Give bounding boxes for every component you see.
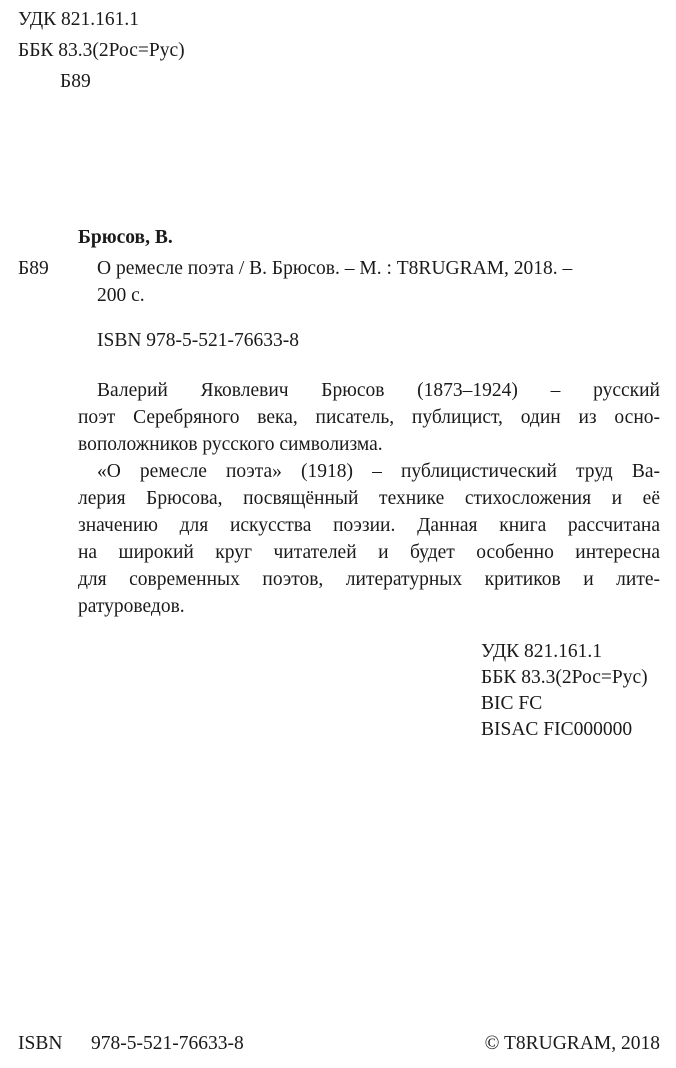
class-udk: УДК 821.161.1 — [481, 641, 603, 662]
annotation-line: «О ремесле поэта» (1918) – публицистический труд Ва- — [97, 461, 660, 482]
annotation-line: воположников русского символизма. — [78, 434, 383, 455]
annotation-line: для современных поэтов, литературных критиков и лите- — [78, 569, 660, 590]
footer-copyright: © T8RUGRAM, 2018 — [484, 1033, 660, 1054]
header-bbk: ББК 83.3(2Рос=Рус) — [18, 40, 185, 61]
header-udk: УДК 821.161.1 — [18, 9, 140, 30]
annotation-line: на широкий круг читателей и будет особенно интересна — [78, 542, 660, 563]
footer-isbn-label: ISBN — [18, 1033, 63, 1054]
annotation-line: ратуроведов. — [78, 596, 185, 617]
header-author-mark: Б89 — [60, 71, 91, 92]
annotation-line: значению для искусства поэзии. Данная книга рассчитана — [78, 515, 660, 536]
entry-isbn: ISBN 978-5-521-76633-8 — [97, 330, 300, 351]
annotation-line: лерия Брюсова, посвящённый технике стихосложения и её — [78, 488, 660, 509]
annotation-line: поэт Серебряного века, писатель, публицист, один из осно- — [78, 407, 660, 428]
author-name: Брюсов, В. — [78, 227, 173, 248]
entry-author-mark: Б89 — [18, 258, 49, 279]
footer-isbn-value: 978-5-521-76633-8 — [91, 1033, 244, 1054]
entry-title-line-1: О ремесле поэта / В. Брюсов. – М. : T8RUGRAM, 2018. – — [97, 258, 573, 279]
entry-title-line-2: 200 с. — [97, 285, 145, 306]
class-bbk: ББК 83.3(2Рос=Рус) — [481, 667, 648, 688]
annotation-line: Валерий Яковлевич Брюсов (1873–1924) – русский — [97, 380, 660, 401]
class-bisac: BISAC FIC000000 — [481, 719, 633, 740]
class-bic: BIC FC — [481, 693, 543, 714]
